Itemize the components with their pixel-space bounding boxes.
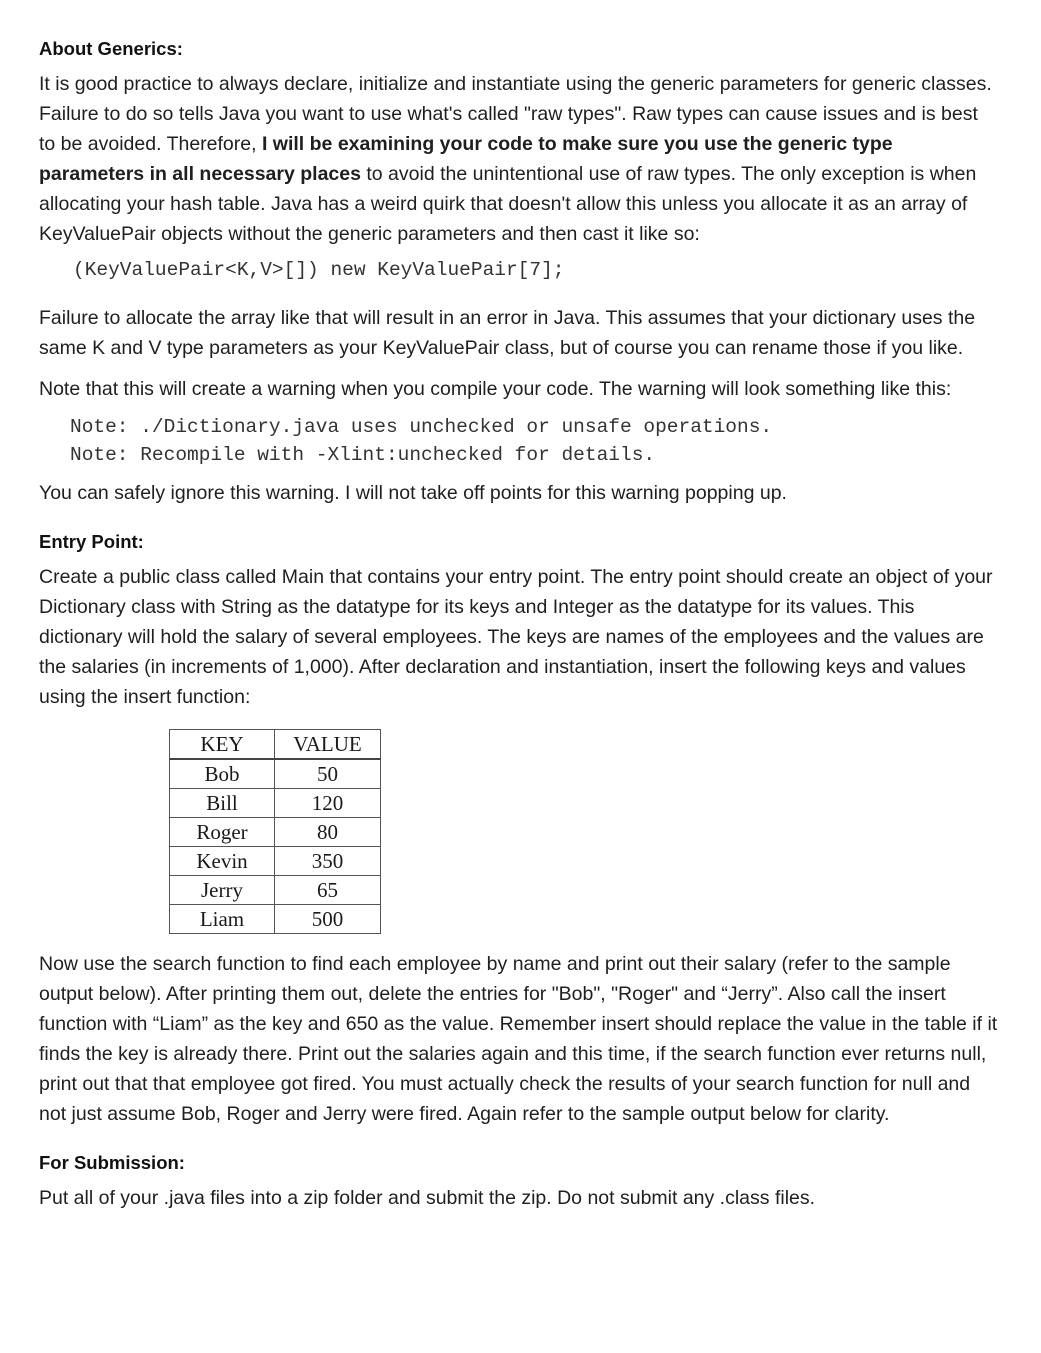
salary-table bbox=[169, 729, 381, 934]
table-cell-value: 80 bbox=[275, 818, 381, 847]
table-cell-key: Bill bbox=[170, 789, 275, 818]
compiler-warning-block bbox=[70, 413, 999, 469]
table-row bbox=[170, 789, 381, 818]
document-page bbox=[39, 34, 999, 1213]
entry-point-heading: Entry Point: bbox=[39, 531, 144, 552]
entry-paragraph-1: Create a public class called Main that contains your entry point. The entry point should create an object of your Dictionary class with String as the datatype for its keys and Integer as the datatype for its values. This dictionary will hold the salary of several employees. The keys are names of the employees and the values are the salaries (in increments of 1,000). After declaration and instantiation, insert the following keys and values using the insert function: bbox=[39, 566, 993, 708]
table-header-key: KEY bbox=[170, 730, 275, 760]
warning-line-2: Note: Recompile with -Xlint:unchecked for details. bbox=[70, 444, 656, 466]
generics-text-a: It is good practice to always declare, initialize and instantiate using the generic parameters for generic classes. Failure to do so tells Java you want to use what's called "raw types". Raw types can cause issues and is best to be avoided. Therefore, bbox=[39, 73, 992, 155]
table-cell-key: Roger bbox=[170, 818, 275, 847]
table-header-value: VALUE bbox=[275, 730, 381, 760]
table-row bbox=[170, 876, 381, 905]
table-row bbox=[170, 759, 381, 789]
generics-paragraph-3: Note that this will create a warning when you compile your code. The warning will look something like this: bbox=[39, 378, 952, 400]
submission-heading: For Submission: bbox=[39, 1152, 185, 1173]
table-cell-key: Liam bbox=[170, 905, 275, 934]
table-cell-key: Bob bbox=[170, 759, 275, 789]
generics-paragraph-1 bbox=[39, 69, 999, 249]
entry-paragraph-2: Now use the search function to find each employee by name and print out their salary (refer to the sample output below). After printing them out, delete the entries for "Bob", "Roger" and “Jerry”. Also call the insert function with “Liam” as the key and 650 as the value. Remember insert should replace the value in the table if it finds the key is already there. Print out the salaries again and this time, if the search function ever returns null, print out that that employee got fired. You must actually check the results of your search function for null and not just assume Bob, Roger and Jerry were fired. Again refer to the sample output below for clarity. bbox=[39, 953, 998, 1125]
generics-text-b: to avoid the unintentional use of raw types. The only exception is when allocating your hash table. Java has a weird quirk that doesn't allow this unless you allocate it as an array of KeyValuePair objects without the generic parameters and then cast it like so: bbox=[39, 163, 977, 245]
table-cell-value: 120 bbox=[275, 789, 381, 818]
about-generics-heading: About Generics: bbox=[39, 38, 183, 59]
table-header-row bbox=[170, 730, 381, 760]
warning-line-1: Note: ./Dictionary.java uses unchecked or unsafe operations. bbox=[70, 416, 773, 438]
generics-paragraph-2: Failure to allocate the array like that will result in an error in Java. This assumes that your dictionary uses the same K and V type parameters as your KeyValuePair class, but of course you can rename those if you like. bbox=[39, 307, 976, 359]
table-row bbox=[170, 818, 381, 847]
table-cell-value: 65 bbox=[275, 876, 381, 905]
table-cell-key: Kevin bbox=[170, 847, 275, 876]
table-cell-value: 500 bbox=[275, 905, 381, 934]
generics-bold-text: I will be examining your code to make sure you use the generic type parameters in all necessary places bbox=[39, 133, 893, 185]
table-cell-key: Jerry bbox=[170, 876, 275, 905]
table-cell-value: 350 bbox=[275, 847, 381, 876]
submission-paragraph: Put all of your .java files into a zip folder and submit the zip. Do not submit any .class files. bbox=[39, 1187, 816, 1209]
cast-code-snippet: (KeyValuePair<K,V>[]) new KeyValuePair[7]; bbox=[73, 259, 565, 281]
table-row bbox=[170, 847, 381, 876]
table-row bbox=[170, 905, 381, 934]
generics-paragraph-4: You can safely ignore this warning. I will not take off points for this warning popping up. bbox=[39, 482, 787, 504]
table-cell-value: 50 bbox=[275, 759, 381, 789]
